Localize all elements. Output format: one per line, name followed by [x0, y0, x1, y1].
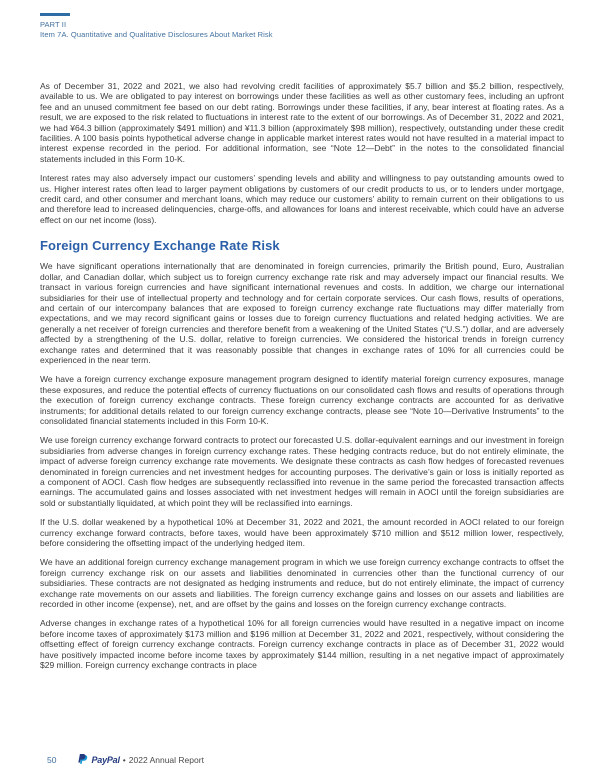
- paragraph: We have an additional foreign currency exchange management program in which we use foreign currency exchange contracts to offset the foreign currency exchange risk on our assets and liabilities denominated in currencies other than the functional currency of our subsidiaries. These contracts are not designated as hedging instruments and reduce, but do not entirely eliminate, the impact of currency exchange rate movements on our assets and liabilities. The foreign currency exchange gains and losses on our assets and liabilities are recorded in other income (expense), net, and are offset by the gains and losses on the foreign currency exchange contracts.: [40, 557, 564, 610]
- paragraph: We use foreign currency exchange forward contracts to protect our forecasted U.S. dollar-equivalent earnings and our investment in foreign subsidiaries from adverse changes in foreign currency exchange rates. These hedging contracts reduce, but do not entirely eliminate, the impact of adverse foreign currency exchange rate movements. We designate these contracts as cash flow hedges of forecasted revenues denominated in foreign currencies and net investment hedges for accounting purposes. The derivative’s gain or loss is initially reported as a component of AOCI. Cash flow hedges are subsequently reclassified into revenue in the same period the forecasted transaction affects earnings. The accumulated gains and losses associated with net investment hedges will remain in AOCI until the foreign subsidiaries are sold or substantially liquidated, at which point they will be reclassified into earnings.: [40, 435, 564, 508]
- paypal-wordmark: PayPal: [91, 754, 120, 765]
- header-accent-bar: [40, 13, 70, 16]
- paragraph: If the U.S. dollar weakened by a hypothetical 10% at December 31, 2022 and 2021, the amount recorded in AOCI related to our foreign currency exchange forward contracts, before taxes, would have been approximately $710 million and $512 million lower, respectively, before considering the offsetting impact of the underlying hedged item.: [40, 517, 564, 549]
- page-number: 50: [47, 754, 57, 765]
- paragraph: We have a foreign currency exchange exposure management program designed to identify material foreign currency exposures, manage these exposures, and reduce the potential effects of currency fluctuations on our consolidated cash flows and results of operations through the execution of foreign currency exchange contracts. These foreign currency exchange contracts are accounted for as derivative instruments; for additional details related to our foreign currency exchange contracts, please see “Note 10—Derivative Instruments” to the consolidated financial statements included in this Form 10-K.: [40, 374, 564, 426]
- section-heading: Foreign Currency Exchange Rate Risk: [40, 238, 280, 254]
- paragraph: Interest rates may also adversely impact our customers’ spending levels and ability and willingness to pay outstanding amounts owed to us. Higher interest rates often lead to larger payment obligations by customers of our credit products to us, or to lenders under mortgage, credit card, and other consumer and merchant loans, which may reduce our customers’ ability to remain current on their obligations to us and therefore lead to increased delinquencies, charge-offs, and allowances for loans and interest receivable, which could have an adverse effect on our net income (loss).: [40, 173, 564, 225]
- page-body: [40, 81, 564, 671]
- page-footer: [47, 754, 204, 765]
- part-label: PART II: [40, 20, 67, 29]
- paragraph: Adverse changes in exchange rates of a hypothetical 10% for all foreign currencies would have resulted in a negative impact on income before income taxes of approximately $173 million and $196 million at December 31, 2022 and 2021, respectively, without considering the offsetting effect of foreign currency exchange contracts. Foreign currency exchange contracts in place as of December 31, 2022 would have positively impacted income before income taxes by approximately $144 million, resulting in a net negative impact of approximately $29 million. Foreign currency exchange contracts in place: [40, 618, 564, 671]
- item-label: Item 7A. Quantitative and Qualitative Disclosures About Market Risk: [40, 30, 273, 39]
- footer-report-label: 2022 Annual Report: [128, 754, 204, 765]
- paragraph: As of December 31, 2022 and 2021, we also had revolving credit facilities of approximately $5.7 billion and $5.2 billion, respectively, available to us. We are obligated to pay interest on borrowings under these facilities as well as other customary fees, including an upfront fee and an unused commitment fee based on our debt rating. Borrowings under these facilities, if any, bear interest at floating rates. As a result, we are exposed to the risk related to fluctuations in interest rate to the extent of our borrowings. As of December 31, 2022 and 2021, we had ¥64.3 billion (approximately $491 million) and ¥11.3 billion (approximately $98 million), respectively, outstanding under these credit facilities. A 100 basis points hypothetical adverse change in applicable market interest rates would not have resulted in a material impact to interest expense recorded in the period. For additional information, see “Note 12—Debt” in the notes to the consolidated financial statements included in this Form 10-K.: [40, 81, 564, 164]
- paypal-logo-icon: [78, 754, 88, 765]
- page-header: [40, 13, 564, 40]
- footer-separator: •: [122, 754, 126, 765]
- paragraph: We have significant operations internationally that are denominated in foreign currencies, primarily the British pound, Euro, Australian dollar, and Canadian dollar, which subject us to foreign currency exchange rate risk and may adversely impact our financial results. We transact in various foreign currencies and have significant international revenues and costs. In addition, we charge our international subsidiaries for their use of intellectual property and technology and for certain corporate services. Our cash flows, results of operations, and certain of our intercompany balances that are exposed to foreign currency exchange rate fluctuations may differ materially from expectations, and we may record significant gains or losses due to foreign currency fluctuations and related hedging activities. We are generally a net receiver of foreign currencies and therefore benefit from a weakening of the United States (“U.S.”) dollar, and are adversely affected by a strengthening of the U.S. dollar, relative to foreign currencies. We considered the historical trends in foreign currency exchange rates and determined that it was reasonably possible that changes in exchange rates of 10% for all currencies could be experienced in the near term.: [40, 261, 564, 365]
